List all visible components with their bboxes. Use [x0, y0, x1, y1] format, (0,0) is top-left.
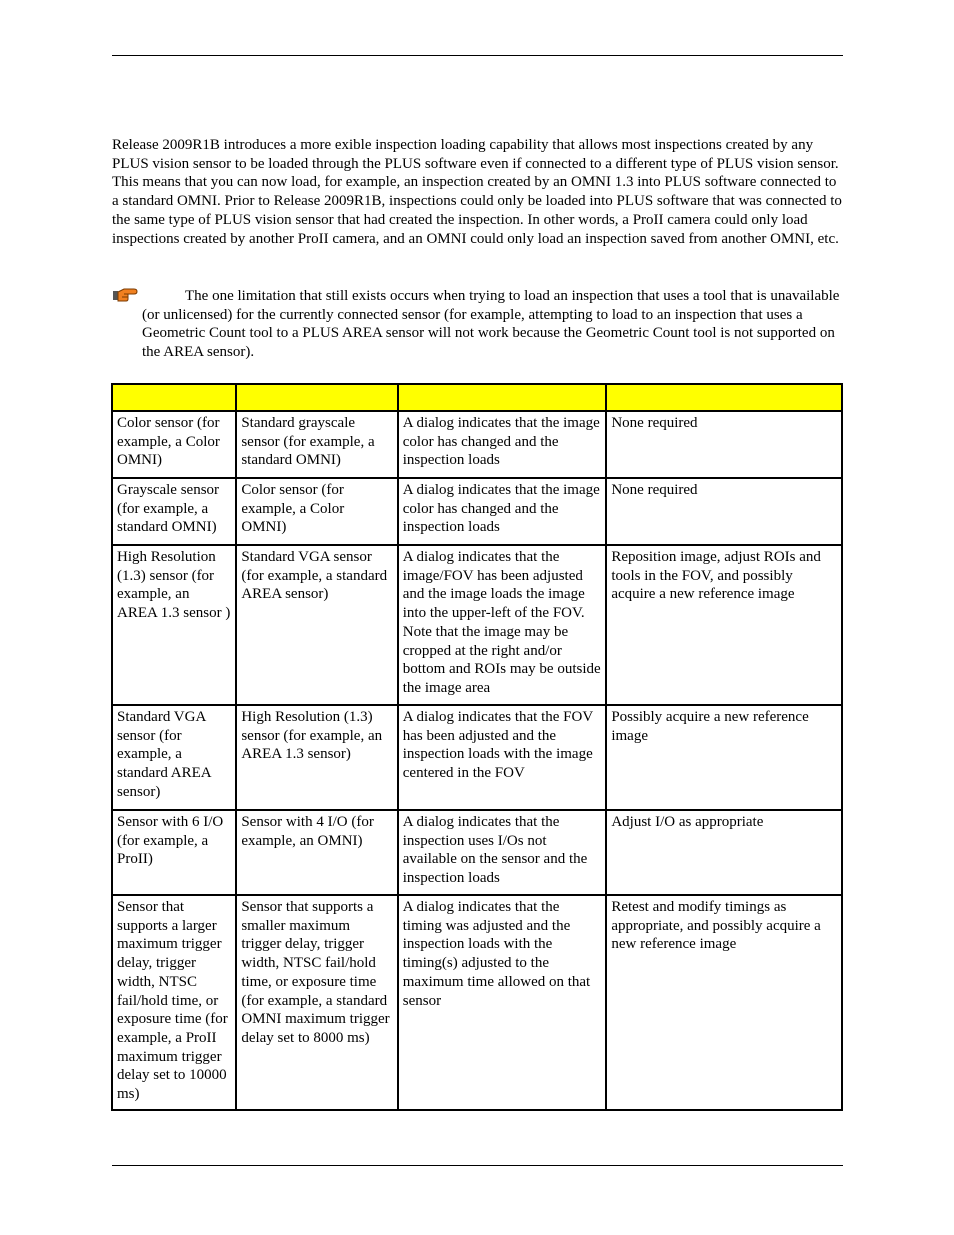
- table-cell: Adjust I/O as appropriate: [606, 810, 842, 895]
- table-cell: Retest and modify timings as appropriate, and possibly acquire a new reference image: [606, 895, 842, 1110]
- header-cell: [236, 384, 397, 411]
- table-cell: Grayscale sensor (for example, a standard OMNI): [112, 478, 236, 545]
- table-row: [112, 810, 842, 895]
- table-cell: None required: [606, 478, 842, 545]
- table-cell: High Resolution (1.3) sensor (for example, an AREA 1.3 sensor ): [112, 545, 236, 705]
- table-cell: A dialog indicates that the image/FOV has been adjusted and the image loads the image into the upper-left of the FOV. Note that the image may be cropped at the right and/or bottom and ROIs may be outside the image area: [398, 545, 607, 705]
- table-row: [112, 545, 842, 705]
- table-cell: A dialog indicates that the timing was adjusted and the inspection loads with the timing(s) adjusted to the maximum time allowed on that sensor: [398, 895, 607, 1110]
- table-cell: Standard VGA sensor (for example, a standard AREA sensor): [236, 545, 397, 705]
- footer-rule: [112, 1165, 843, 1166]
- table-cell: A dialog indicates that the image color has changed and the inspection loads: [398, 478, 607, 545]
- table-cell: Standard VGA sensor (for example, a standard AREA sensor): [112, 705, 236, 810]
- load-compatibility-table: [111, 383, 843, 1111]
- table-row: [112, 478, 842, 545]
- table-header-row: [112, 384, 842, 411]
- header-rule: [112, 55, 843, 56]
- table-cell: A dialog indicates that the image color has changed and the inspection loads: [398, 411, 607, 478]
- table-cell: Color sensor (for example, a Color OMNI): [112, 411, 236, 478]
- table-cell: Reposition image, adjust ROIs and tools in the FOV, and possibly acquire a new reference image: [606, 545, 842, 705]
- pointing-hand-icon: [112, 286, 138, 304]
- table-cell: Sensor with 4 I/O (for example, an OMNI): [236, 810, 397, 895]
- table-cell: A dialog indicates that the inspection uses I/Os not available on the sensor and the inspection loads: [398, 810, 607, 895]
- intro-paragraph: Release 2009R1B introduces a more exible inspection loading capability that allows most inspections created by any PLUS vision sensor to be loaded through the PLUS software even if connected to a different type of PLUS vision sensor. This means that you can now load, for example, an inspection created by an OMNI 1.3 into PLUS software connected to a standard OMNI. Prior to Release 2009R1B, inspections could only be loaded into PLUS software that was connected to the same type of PLUS vision sensor that had created the inspection. In other words, a ProII camera could only load inspections created by another ProII camera, and an OMNI could only load an inspection saved from another OMNI, etc.: [112, 137, 842, 247]
- table-cell: Standard grayscale sensor (for example, a standard OMNI): [236, 411, 397, 478]
- table-row: [112, 895, 842, 1110]
- table-cell: Sensor that supports a smaller maximum trigger delay, trigger width, NTSC fail/hold time, or exposure time (for example, a standard OMNI maximum trigger delay set to 8000 ms): [236, 895, 397, 1110]
- table-cell: Possibly acquire a new reference image: [606, 705, 842, 810]
- header-cell: [606, 384, 842, 411]
- table-row: [112, 411, 842, 478]
- note-block: [112, 287, 843, 362]
- header-cell: [398, 384, 607, 411]
- table-cell: A dialog indicates that the FOV has been adjusted and the inspection loads with the image centered in the FOV: [398, 705, 607, 810]
- table-cell: High Resolution (1.3) sensor (for example, an AREA 1.3 sensor): [236, 705, 397, 810]
- table-cell: Sensor that supports a larger maximum trigger delay, trigger width, NTSC fail/hold time, or exposure time (for example, a ProII maximum trigger delay set to 10000 ms): [112, 895, 236, 1110]
- header-cell: [112, 384, 236, 411]
- table-row: [112, 705, 842, 810]
- note-text: The one limitation that still exists occurs when trying to load an inspection that uses a tool that is unavailable (or unlicensed) for the currently connected sensor (for example, attempting to load to an inspection that uses a Geometric Count tool to a PLUS AREA sensor will not work because the Geometric Count tool is not supported on the AREA sensor).: [142, 288, 840, 361]
- table-cell: Sensor with 6 I/O (for example, a ProII): [112, 810, 236, 895]
- table-cell: None required: [606, 411, 842, 478]
- table-cell: Color sensor (for example, a Color OMNI): [236, 478, 397, 545]
